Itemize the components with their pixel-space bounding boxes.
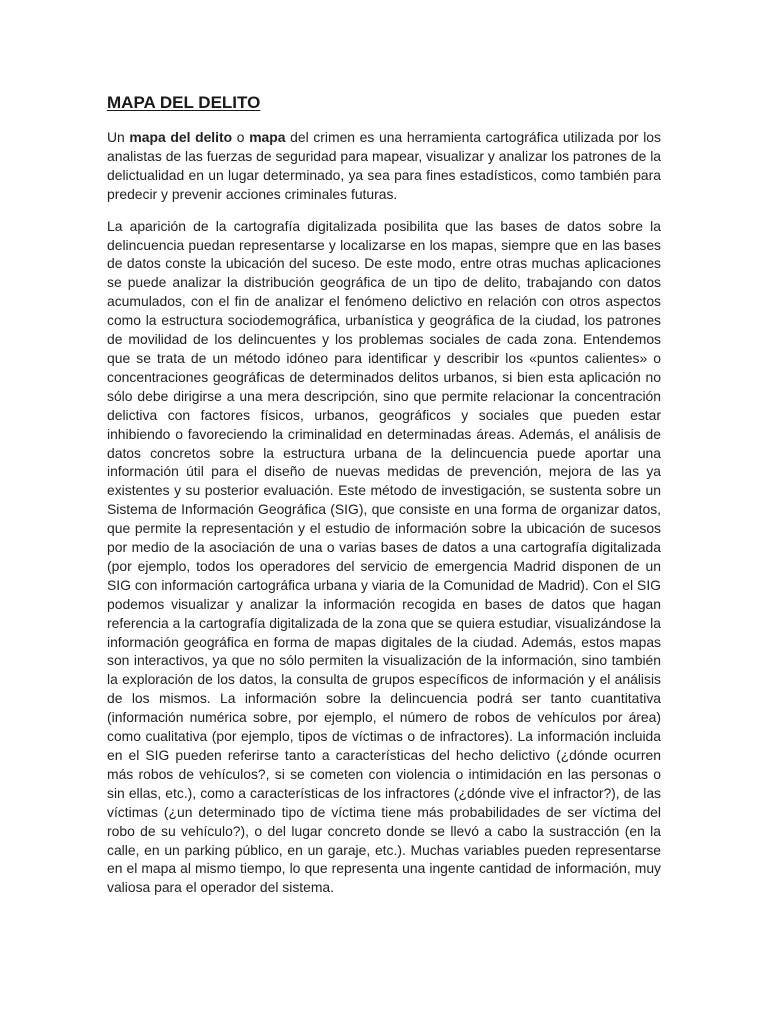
intro-bold-term-2: mapa <box>249 129 286 145</box>
document-page <box>107 92 661 897</box>
intro-text-1: Un <box>107 129 130 145</box>
intro-bold-term-1: mapa del delito <box>129 129 233 145</box>
paragraph-intro <box>107 128 661 204</box>
intro-text-3: del crimen es una herramienta cartográfica utilizada por los analistas de las fuerzas de seguridad para mapear, visualizar y analizar los patrones de la delictualidad en un lugar determinado, ya sea para fines estadísticos, como también para predecir y prevenir acciones criminales futuras. <box>107 129 661 202</box>
paragraph-body: La aparición de la cartografía digitalizada posibilita que las bases de datos sobre la delincuencia puedan representarse y localizarse en los mapas, siempre que en las bases de datos conste la ubicación del suceso. De este modo, entre otras muchas aplicaciones se puede analizar la distribución geográfica de un tipo de delito, trabajando con datos acumulados, con el fin de analizar el fenómeno delictivo en relación con otros aspectos como la estructura sociodemográfica, urbanística y geográfica de la ciudad, los patrones de movilidad de los delincuentes y los problemas sociales de cada zona. Entendemos que se trata de un método idóneo para identificar y describir los «puntos calientes» o concentraciones geográficas de determinados delitos urbanos, si bien esta aplicación no sólo debe dirigirse a una mera descripción, sino que permite relacionar la concentración delictiva con factores físicos, urbanos, geográficos y sociales que pueden estar inhibiendo o favoreciendo la criminalidad en determinadas áreas. Además, el análisis de datos concretos sobre la estructura urbana de la delincuencia puede aportar una información útil para el diseño de nuevas medidas de prevención, mejora de las ya existentes y su posterior evaluación. Este método de investigación, se sustenta sobre un Sistema de Información Geográfica (SIG), que consiste en una forma de organizar datos, que permite la representación y el estudio de información sobre la ubicación de sucesos por medio de la asociación de una o varias bases de datos a una cartografía digitalizada (por ejemplo, todos los operadores del servicio de emergencia Madrid disponen de un SIG con información cartográfica urbana y viaria de la Comunidad de Madrid). Con el SIG podemos visualizar y analizar la información recogida en bases de datos que hagan referencia a la cartografía digitalizada de la zona que se quiera estudiar, visualizándose la información geográfica en forma de mapas digitales de la ciudad. Además, estos mapas son interactivos, ya que no sólo permiten la visualización de la información, sino también la exploración de los datos, la consulta de grupos específicos de información y el análisis de los mismos. La información sobre la delincuencia podrá ser tanto cuantitativa (información numérica sobre, por ejemplo, el número de robos de vehículos por área) como cualitativa (por ejemplo, tipos de víctimas o de infractores). La información incluida en el SIG pueden referirse tanto a características del hecho delictivo (¿dónde ocurren más robos de vehículos?, si se cometen con violencia o intimidación en las personas o sin ellas, etc.), como a características de los infractores (¿dónde vive el infractor?), de las víctimas (¿un determinado tipo de víctima tiene más probabilidades de ser víctima del robo de su vehículo?), o del lugar concreto donde se llevó a cabo la sustracción (en la calle, en un parking público, en un garaje, etc.). Muchas variables pueden representarse en el mapa al mismo tiempo, lo que representa una ingente cantidad de información, muy valiosa para el operador del sistema. <box>107 217 661 896</box>
intro-text-2: o <box>232 129 250 145</box>
document-title: MAPA DEL DELITO <box>107 93 261 112</box>
